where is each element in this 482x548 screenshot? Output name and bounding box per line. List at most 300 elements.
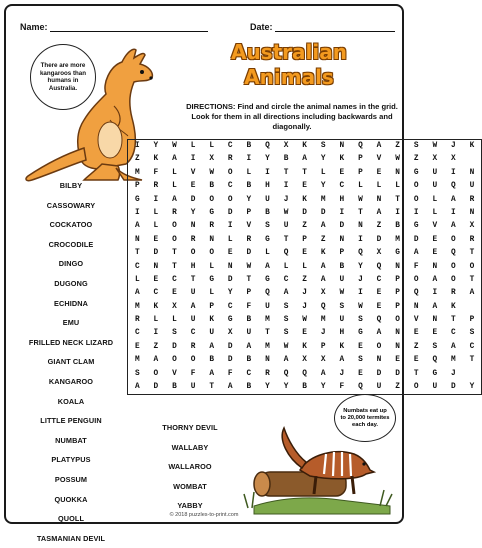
grid-letter[interactable]: K [153,155,159,164]
grid-letter[interactable]: I [451,168,456,177]
grid-letter[interactable]: I [265,168,270,177]
grid-letter[interactable]: O [190,356,196,365]
grid-letter[interactable]: I [153,329,159,338]
grid-letter[interactable]: M [265,316,270,325]
grid-letter[interactable]: C [246,369,252,378]
grid-letter[interactable]: W [246,262,252,271]
grid-letter[interactable]: Q [376,262,382,271]
grid-letter[interactable]: B [283,155,289,164]
grid-letter[interactable]: A [376,329,382,338]
grid-letter[interactable]: U [432,182,438,191]
grid-letter[interactable]: Q [320,302,326,311]
grid-letter[interactable]: C [283,275,289,284]
grid-letter[interactable]: T [413,369,419,378]
grid-letter[interactable]: M [134,168,140,177]
grid-letter[interactable]: L [153,316,159,325]
grid-letter[interactable]: B [209,182,215,191]
grid-letter[interactable]: N [190,222,196,231]
grid-letter[interactable]: W [283,208,289,217]
grid-letter[interactable]: L [134,275,140,284]
grid-letter[interactable]: E [413,329,419,338]
grid-letter[interactable]: L [172,316,177,325]
grid-letter[interactable]: K [320,249,326,258]
grid-letter[interactable]: T [302,168,307,177]
grid-letter[interactable]: R [134,316,140,325]
grid-letter[interactable]: T [283,168,289,177]
grid-letter[interactable]: T [246,275,252,284]
grid-letter[interactable]: I [153,195,159,204]
grid-letter[interactable]: Z [153,342,159,351]
word-search-grid[interactable] [127,139,482,395]
grid-letter[interactable]: E [358,369,363,378]
grid-letter[interactable]: W [358,302,363,311]
grid-letter[interactable]: O [395,316,400,325]
grid-letter[interactable]: L [395,182,400,191]
grid-letter[interactable]: Q [358,249,363,258]
grid-letter[interactable]: A [209,342,215,351]
grid-letter[interactable]: M [320,195,326,204]
grid-letter[interactable]: Z [413,155,419,164]
grid-letter[interactable]: W [283,342,289,351]
grid-letter[interactable]: F [413,262,419,271]
grid-letter[interactable]: A [320,222,326,231]
grid-letter[interactable]: Y [153,142,159,150]
grid-letter[interactable]: H [339,195,345,204]
grid-letter[interactable]: A [432,275,438,284]
grid-letter[interactable]: O [172,222,177,231]
grid-letter[interactable]: U [469,182,475,191]
grid-letter[interactable]: G [432,369,438,378]
grid-letter[interactable]: E [302,329,307,338]
grid-letter[interactable]: X [172,302,177,311]
grid-letter[interactable]: G [209,208,215,217]
grid-letter[interactable]: A [134,222,140,231]
grid-letter[interactable]: N [339,235,345,244]
grid-letter[interactable]: I [246,155,252,164]
grid-letter[interactable]: T [358,208,363,217]
grid-letter[interactable]: M [265,342,270,351]
grid-letter[interactable]: O [227,195,233,204]
grid-letter[interactable]: C [339,182,345,191]
grid-letter[interactable]: Z [134,155,140,164]
grid-letter[interactable]: S [172,329,177,338]
grid-letter[interactable]: Z [413,342,419,351]
grid-letter[interactable]: B [172,383,177,392]
grid-letter[interactable]: R [227,155,233,164]
grid-letter[interactable]: Q [283,369,289,378]
grid-letter[interactable]: I [358,235,363,244]
grid-letter[interactable]: O [413,195,419,204]
grid-letter[interactable]: K [339,155,345,164]
grid-letter[interactable]: N [265,356,270,365]
grid-letter[interactable]: D [153,249,159,258]
grid-letter[interactable]: N [395,262,400,271]
grid-letter[interactable]: E [376,289,382,298]
grid-letter[interactable]: L [283,262,289,271]
grid-letter[interactable]: D [227,275,233,284]
grid-letter[interactable]: W [358,195,363,204]
grid-letter[interactable]: A [134,383,140,392]
grid-letter[interactable]: W [432,142,438,150]
grid-letter[interactable]: O [209,249,215,258]
grid-letter[interactable]: E [358,342,363,351]
grid-letter[interactable]: G [227,316,233,325]
grid-letter[interactable]: H [339,329,345,338]
grid-letter[interactable]: A [451,342,456,351]
grid-letter[interactable]: A [153,356,159,365]
grid-letter[interactable]: P [246,289,252,298]
grid-letter[interactable]: O [451,275,456,284]
grid-letter[interactable]: X [227,329,233,338]
grid-letter[interactable]: L [153,222,159,231]
grid-letter[interactable]: L [376,182,382,191]
grid-letter[interactable]: O [413,275,419,284]
grid-letter[interactable]: I [451,208,456,217]
grid-letter[interactable]: L [432,208,438,217]
grid-letter[interactable]: Y [320,155,326,164]
grid-letter[interactable]: V [413,316,419,325]
grid-letter[interactable]: A [469,289,475,298]
grid-letter[interactable]: C [451,329,456,338]
grid-letter[interactable]: T [451,316,456,325]
grid-letter[interactable]: F [190,369,196,378]
grid-letter[interactable]: K [153,302,159,311]
grid-letter[interactable]: P [469,316,475,325]
grid-letter[interactable]: Q [413,289,419,298]
grid-letter[interactable]: A [320,275,326,284]
grid-letter[interactable]: H [265,182,270,191]
grid-letter[interactable]: C [190,329,196,338]
grid-letter[interactable]: U [283,222,289,231]
grid-letter[interactable]: A [172,195,177,204]
grid-letter[interactable]: K [339,342,345,351]
grid-letter[interactable]: G [265,275,270,284]
grid-letter[interactable]: X [432,155,438,164]
grid-letter[interactable]: Q [451,249,456,258]
grid-letter[interactable]: Q [451,182,456,191]
grid-letter[interactable]: L [302,262,307,271]
grid-letter[interactable]: O [209,195,215,204]
grid-letter[interactable]: T [134,249,140,258]
grid-letter[interactable]: N [469,168,475,177]
grid-letter[interactable]: D [153,383,159,392]
grid-letter[interactable]: S [339,302,345,311]
grid-letter[interactable]: V [376,155,382,164]
grid-letter[interactable]: U [432,383,438,392]
grid-letter[interactable]: S [283,329,289,338]
grid-letter[interactable]: D [227,342,233,351]
grid-letter[interactable]: R [469,195,475,204]
grid-letter[interactable]: I [134,208,140,217]
grid-letter[interactable]: T [172,249,177,258]
grid-letter[interactable]: B [339,262,345,271]
grid-letter[interactable]: D [302,208,307,217]
grid-letter[interactable]: M [395,235,400,244]
grid-letter[interactable]: M [451,356,456,365]
grid-letter[interactable]: D [172,342,177,351]
grid-letter[interactable]: Z [376,222,382,231]
grid-letter[interactable]: K [302,142,307,150]
grid-letter[interactable]: Z [395,142,400,150]
grid-letter[interactable]: S [134,369,140,378]
grid-letter[interactable]: Y [227,289,233,298]
grid-letter[interactable]: K [302,195,307,204]
grid-letter[interactable]: Q [265,142,270,150]
grid-letter[interactable]: S [283,302,289,311]
grid-letter[interactable]: L [209,289,215,298]
grid-letter[interactable]: N [432,262,438,271]
grid-letter[interactable]: P [339,249,345,258]
grid-letter[interactable]: I [227,222,233,231]
grid-letter[interactable]: T [395,195,400,204]
grid-letter[interactable]: X [320,289,326,298]
grid-letter[interactable]: A [134,289,140,298]
grid-letter[interactable]: U [265,195,270,204]
grid-letter[interactable]: E [302,182,307,191]
grid-letter[interactable]: Y [320,383,326,392]
grid-letter[interactable]: A [265,262,270,271]
grid-letter[interactable]: K [209,316,215,325]
grid-letter[interactable]: C [469,342,475,351]
grid-letter[interactable]: A [432,302,438,311]
grid-letter[interactable]: E [432,249,438,258]
grid-letter[interactable]: L [209,142,215,150]
grid-letter[interactable]: Y [265,155,270,164]
grid-letter[interactable]: Y [283,383,289,392]
grid-letter[interactable]: S [320,142,326,150]
grid-letter[interactable]: A [227,383,233,392]
grid-letter[interactable]: O [413,383,419,392]
grid-letter[interactable]: W [209,168,215,177]
grid-letter[interactable]: Q [302,369,307,378]
grid-letter[interactable]: O [172,356,177,365]
grid-letter[interactable]: U [376,383,382,392]
grid-letter[interactable]: A [320,262,326,271]
grid-letter[interactable]: A [376,208,382,217]
grid-letter[interactable]: X [302,356,307,365]
grid-letter[interactable]: O [451,262,456,271]
grid-letter[interactable]: A [283,289,289,298]
grid-letter[interactable]: V [190,168,196,177]
grid-letter[interactable]: P [302,235,307,244]
grid-letter[interactable]: E [432,329,438,338]
grid-letter[interactable]: R [451,289,456,298]
grid-letter[interactable]: E [302,249,307,258]
grid-letter[interactable]: N [469,208,475,217]
grid-letter[interactable]: C [172,275,177,284]
grid-letter[interactable]: H [190,262,196,271]
grid-letter[interactable]: T [283,235,289,244]
grid-letter[interactable]: D [451,383,456,392]
grid-letter[interactable]: A [413,249,419,258]
grid-letter[interactable]: N [395,168,400,177]
grid-letter[interactable]: C [227,142,233,150]
grid-letter[interactable]: A [283,356,289,365]
grid-letter[interactable]: I [190,155,196,164]
grid-letter[interactable]: L [320,168,326,177]
grid-letter[interactable]: N [358,222,363,231]
grid-letter[interactable]: A [451,222,456,231]
grid-letter[interactable]: Z [320,235,326,244]
grid-letter[interactable]: P [358,168,363,177]
grid-letter[interactable]: N [339,142,345,150]
grid-letter[interactable]: J [283,195,289,204]
grid-letter[interactable]: L [246,168,252,177]
grid-letter[interactable]: U [265,302,270,311]
grid-letter[interactable]: A [302,155,307,164]
grid-letter[interactable]: E [153,235,159,244]
grid-letter[interactable]: D [376,235,382,244]
grid-letter[interactable]: X [376,249,382,258]
grid-letter[interactable]: X [283,142,289,150]
grid-letter[interactable]: S [283,316,289,325]
grid-letter[interactable]: E [432,235,438,244]
grid-letter[interactable]: E [413,356,419,365]
grid-letter[interactable]: P [134,182,140,191]
grid-letter[interactable]: T [469,275,475,284]
grid-letter[interactable]: A [209,369,215,378]
grid-letter[interactable]: B [265,208,270,217]
grid-letter[interactable]: T [190,275,196,284]
grid-letter[interactable]: E [153,275,159,284]
grid-letter[interactable]: P [320,342,326,351]
grid-letter[interactable]: O [451,235,456,244]
grid-letter[interactable]: U [190,383,196,392]
grid-letter[interactable]: S [358,356,363,365]
grid-letter[interactable]: P [209,302,215,311]
grid-letter[interactable]: Q [376,316,382,325]
grid-letter[interactable]: T [469,356,475,365]
name-input-line[interactable] [50,23,208,32]
grid-letter[interactable]: O [190,249,196,258]
grid-letter[interactable]: L [358,182,363,191]
grid-letter[interactable]: F [227,369,233,378]
grid-letter[interactable]: C [134,262,140,271]
grid-letter[interactable]: Q [283,249,289,258]
grid-letter[interactable]: S [265,222,270,231]
grid-letter[interactable]: L [227,235,233,244]
grid-letter[interactable]: D [190,195,196,204]
grid-letter[interactable]: X [209,155,215,164]
grid-letter[interactable]: C [134,329,140,338]
grid-letter[interactable]: D [395,369,400,378]
grid-letter[interactable]: K [469,142,475,150]
grid-letter[interactable]: U [190,316,196,325]
grid-letter[interactable]: B [246,356,252,365]
grid-letter[interactable]: C [376,275,382,284]
grid-letter[interactable]: Z [302,275,307,284]
grid-letter[interactable]: A [451,195,456,204]
grid-letter[interactable]: E [376,302,382,311]
grid-letter[interactable]: V [432,222,438,231]
grid-letter[interactable]: U [209,329,215,338]
grid-letter[interactable]: S [413,142,419,150]
grid-letter[interactable]: R [190,342,196,351]
grid-letter[interactable]: U [339,275,345,284]
grid-letter[interactable]: C [227,302,233,311]
grid-letter[interactable]: B [246,316,252,325]
grid-letter[interactable]: Q [358,383,363,392]
grid-letter[interactable]: P [395,289,400,298]
grid-letter[interactable]: G [134,195,140,204]
grid-letter[interactable]: S [469,329,475,338]
grid-letter[interactable]: X [469,222,475,231]
grid-letter[interactable]: D [320,208,326,217]
grid-letter[interactable]: B [209,356,215,365]
grid-letter[interactable]: F [246,302,252,311]
grid-letter[interactable]: N [376,195,382,204]
grid-letter[interactable]: G [395,249,400,258]
grid-letter[interactable]: Q [358,142,363,150]
grid-letter[interactable]: S [432,342,438,351]
grid-letter[interactable]: P [395,275,400,284]
grid-letter[interactable]: E [227,249,233,258]
grid-letter[interactable]: B [302,383,307,392]
grid-letter[interactable]: B [246,142,252,150]
grid-letter[interactable]: R [265,369,270,378]
grid-letter[interactable]: T [172,262,177,271]
grid-letter[interactable]: E [339,168,345,177]
grid-letter[interactable]: O [376,342,382,351]
grid-letter[interactable]: W [395,155,400,164]
grid-letter[interactable]: O [469,262,475,271]
grid-letter[interactable]: N [209,235,215,244]
grid-letter[interactable]: D [227,356,233,365]
grid-letter[interactable]: A [172,155,177,164]
grid-letter[interactable]: N [413,302,419,311]
grid-letter[interactable]: B [246,383,252,392]
grid-letter[interactable]: G [413,168,419,177]
grid-letter[interactable]: L [209,262,215,271]
grid-letter[interactable]: G [358,329,363,338]
grid-letter[interactable]: N [227,262,233,271]
grid-letter[interactable]: C [227,182,233,191]
grid-letter[interactable]: Y [320,182,326,191]
grid-letter[interactable]: O [172,235,177,244]
grid-letter[interactable]: I [395,208,400,217]
grid-letter[interactable]: W [339,289,345,298]
grid-letter[interactable]: D [413,235,419,244]
grid-letter[interactable]: R [190,235,196,244]
grid-letter[interactable]: N [432,316,438,325]
grid-letter[interactable]: L [190,142,196,150]
grid-letter[interactable]: D [227,208,233,217]
grid-letter[interactable]: A [339,356,345,365]
grid-letter[interactable]: E [376,168,382,177]
grid-letter[interactable]: M [134,302,140,311]
grid-letter[interactable]: X [320,356,326,365]
grid-letter[interactable]: K [451,302,456,311]
grid-letter[interactable]: J [358,275,363,284]
grid-letter[interactable]: D [246,249,252,258]
grid-letter[interactable]: F [153,168,159,177]
grid-letter[interactable]: V [172,369,177,378]
grid-letter[interactable]: U [339,316,345,325]
grid-letter[interactable]: Y [469,383,475,392]
grid-letter[interactable]: O [413,182,419,191]
grid-letter[interactable]: D [376,369,382,378]
grid-letter[interactable]: T [265,329,270,338]
grid-letter[interactable]: Q [265,289,270,298]
grid-letter[interactable]: Y [265,383,270,392]
grid-letter[interactable]: V [246,222,252,231]
grid-letter[interactable]: F [339,383,345,392]
grid-letter[interactable]: U [190,289,196,298]
grid-letter[interactable]: R [246,235,252,244]
grid-letter[interactable]: Y [358,262,363,271]
grid-letter[interactable]: I [358,289,363,298]
grid-letter[interactable]: J [302,302,307,311]
